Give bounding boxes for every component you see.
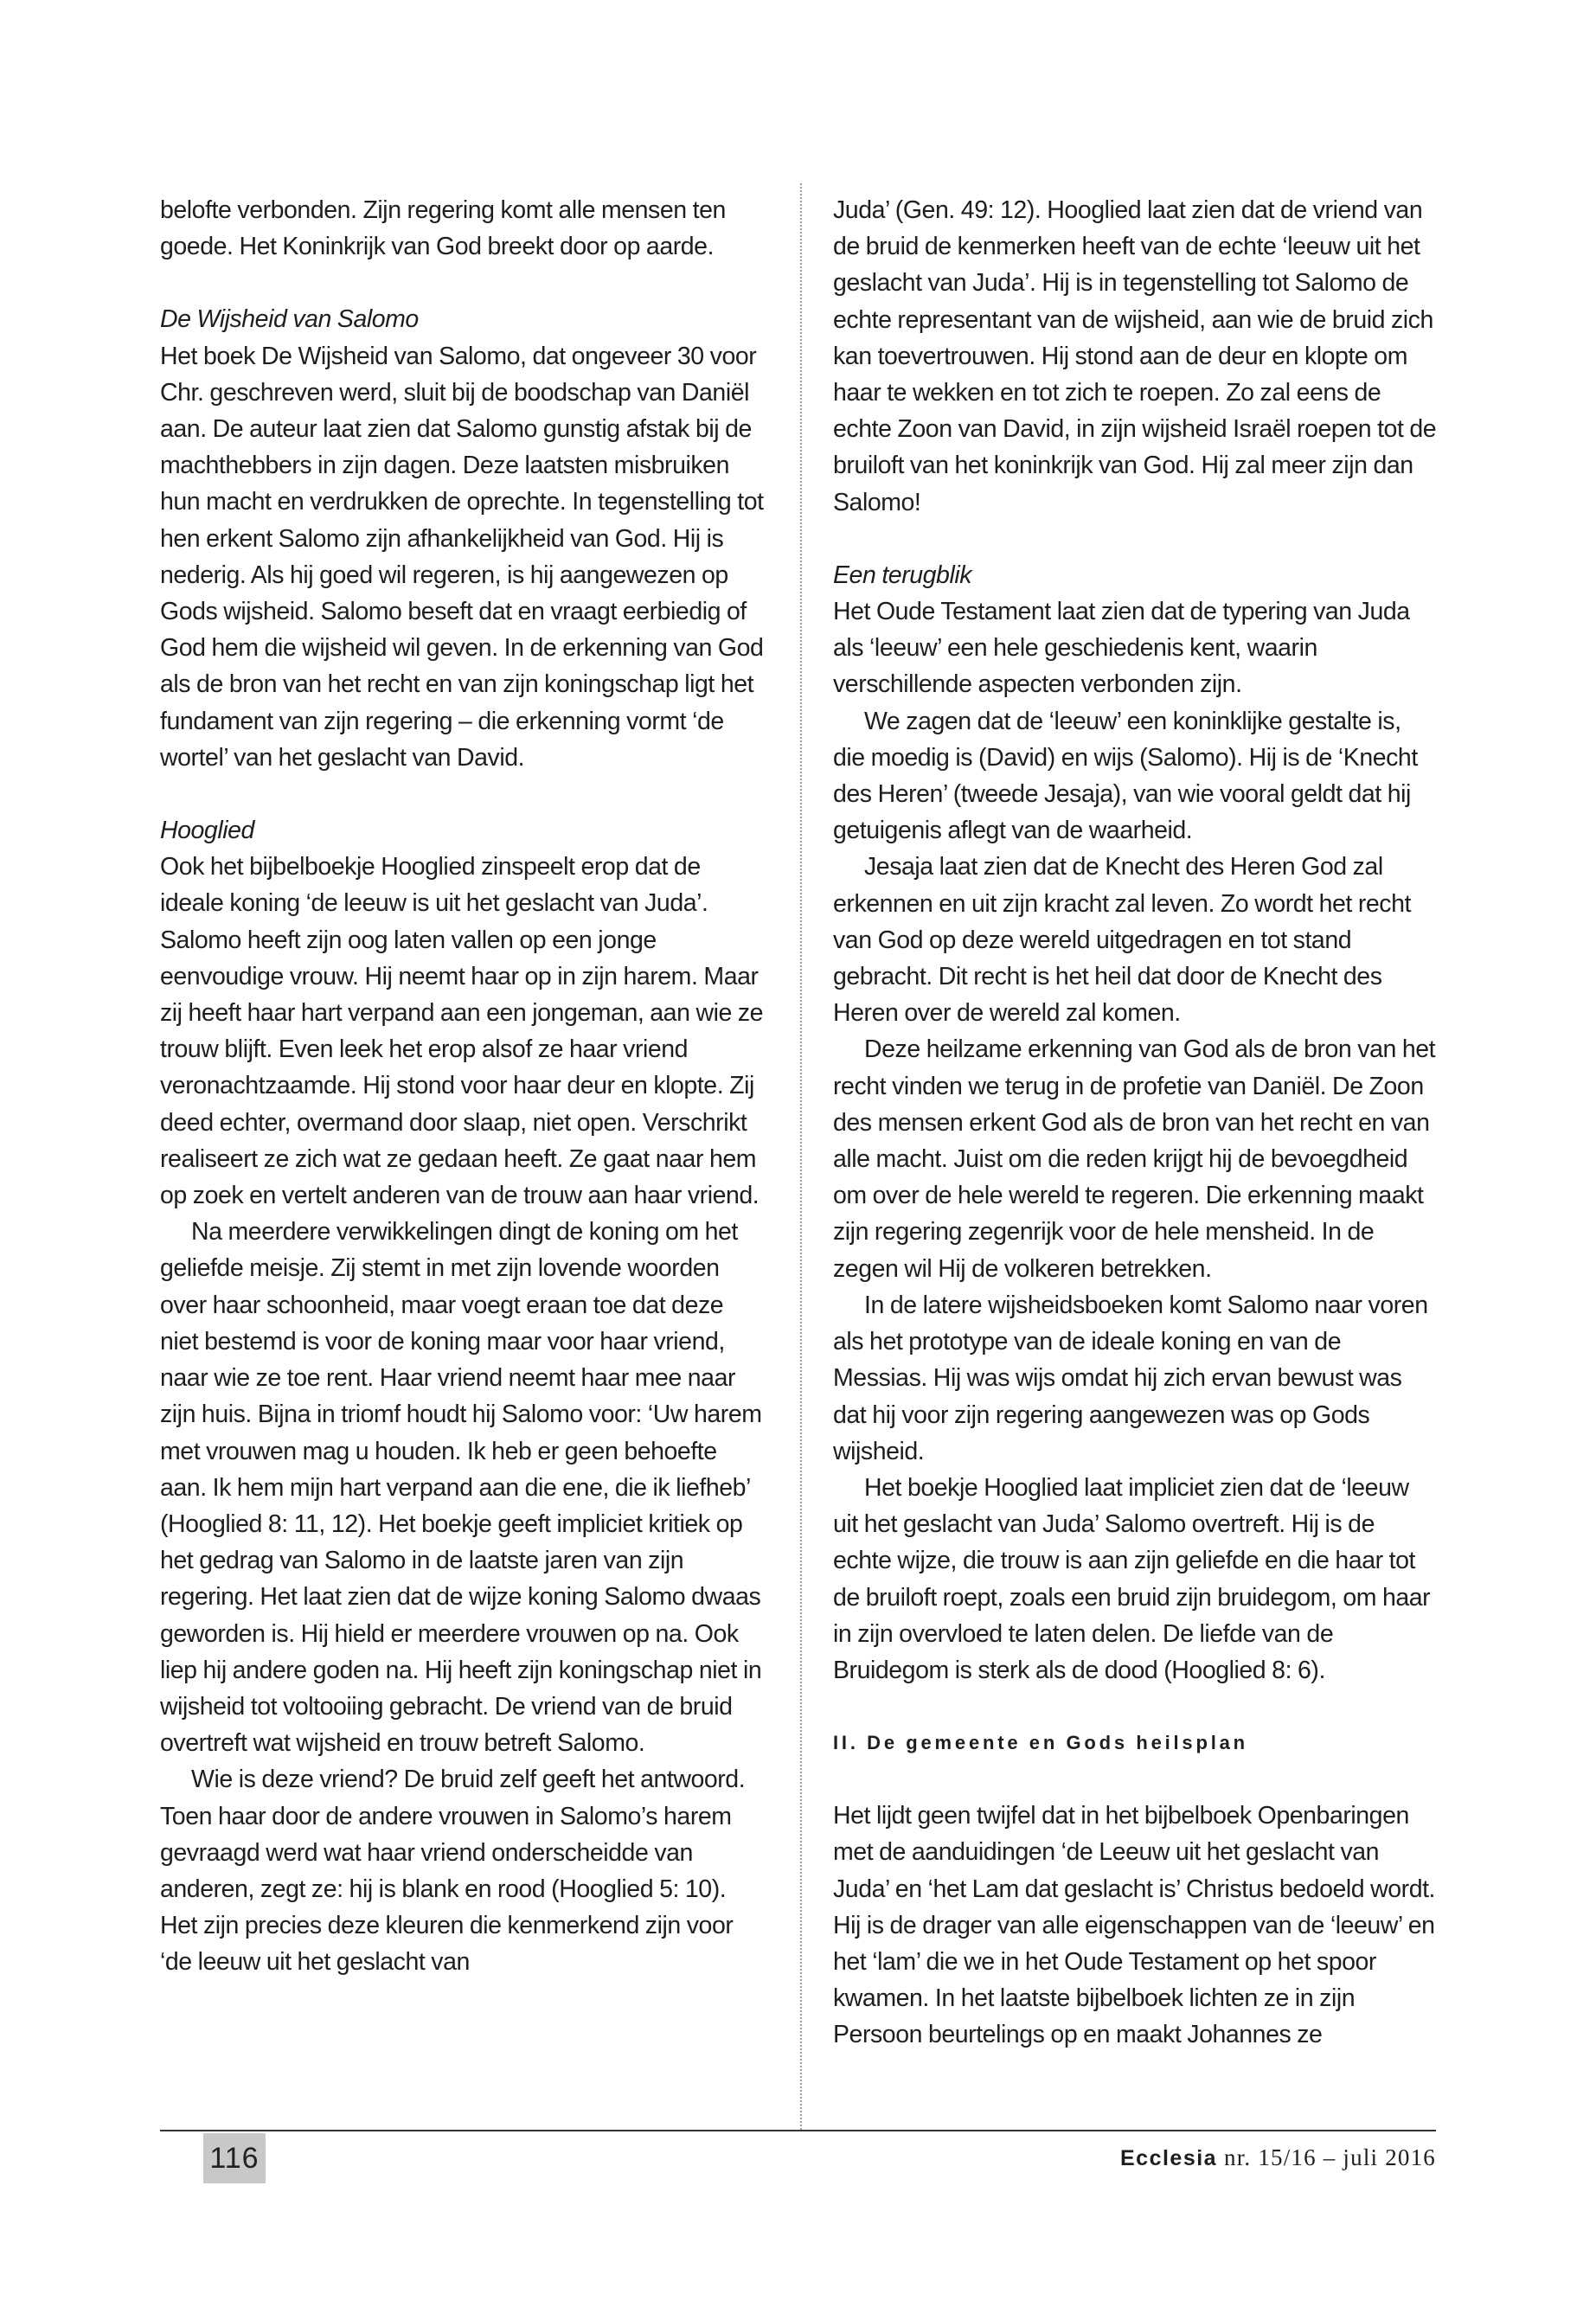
heading-wijsheid-van-salomo: De Wijsheid van Salomo [160,305,419,334]
column-divider [800,183,802,2130]
journal-name: Ecclesia [1119,2146,1218,2170]
right-paragraph-4: Jesaja laat zien dat de Knecht des Heren God zal erkennen en uit zijn kracht zal leven. Zo wordt het recht van God op deze wereld uitgedragen en tot stand gebracht. Dit recht is het heil dat door de Knecht des Heren over de wereld zal komen. [833,853,1411,1028]
right-paragraph-7: Het boekje Hooglied laat impliciet zien dat de ‘leeuw uit het geslacht van Juda’ Salomo overtreft. Hij is de echte wijze, die trouw is aan zijn geliefde en die haar tot de bruiloft roept, zoals een bruid zijn bruidegom, om haar in zijn overvloed te laten delen. De liefde van de Bruidegom is sterk als de dood (Hooglied 8: 6). [833,1473,1431,1684]
spacer [160,776,766,812]
left-paragraph-2: Het boek De Wijsheid van Salomo, dat ongeveer 30 voor Chr. geschreven werd, sluit bij de boodschap van Daniël aan. De auteur laat zien dat Salomo gunstig afstak bij de machthebbers in zijn dagen. Deze laatsten misbruiken hun macht en verdrukken de oprechte. In tegenstelling tot hen erkent Salomo zijn afhankelijkheid van God. Hij is nederig. Als hij goed wil regeren, is hij aangewezen op Gods wijsheid. Salomo beseft dat en vraagt eerbiedig of God hem die wijsheid wil geven. In de erkenning van God als de bron van het recht en van zijn koningschap ligt het fundament van zijn regering – die erkenning vormt ‘de wortel’ van het geslacht van David. [160,342,764,772]
right-paragraph-3: We zagen dat de ‘leeuw’ een koninklijke gestalte is, die moedig is (David) en wijs (Salomo). Hij is de ‘Knecht des Heren’ (tweede Jesaja), van wie vooral geldt dat hij getuigenis aflegt van de waarheid. [833,707,1418,845]
right-paragraph-2: Het Oude Testament laat zien dat de typering van Juda als ‘leeuw’ een hele geschiedenis kent, waarin verschillende aspecten verbonden zijn. [833,598,1410,699]
spacer [833,521,1439,557]
footer-rule [160,2130,1436,2131]
heading-hooglied: Hooglied [160,817,254,845]
left-paragraph-4: Na meerdere verwikkelingen dingt de koning om het geliefde meisje. Zij stemt in met zijn lovende woorden over haar schoonheid, maar voegt eraan toe dat deze niet bestemd is voor de koning maar voor haar vriend, naar wie ze toe rent. Haar vriend neemt haar mee naar zijn huis. Bijna in triomf houdt hij Salomo voor: ‘Uw harem met vrouwen mag u houden. Ik heb er geen behoefte aan. Ik hem mijn hart verpand aan die ene, die ik liefheb’ (Hooglied 8: 11, 12). Het boekje geeft impliciet kritiek op het gedrag van Salomo in de laatste jaren van zijn regering. Het laat zien dat de wijze koning Salomo dwaas geworden is. Hij hield er meerdere vrouwen op na. Ook liep hij andere goden na. Hij heeft zijn koningschap niet in wijsheid tot voltooiing gebracht. De vriend van de bruid overtreft wat wijsheid en trouw betreft Salomo. [160,1218,762,1758]
left-paragraph-1: belofte verbonden. Zijn regering komt alle mensen ten goede. Het Koninkrijk van God breekt door op aarde. [160,196,726,261]
section-heading: II. De gemeente en Gods heilsplan [833,1732,1248,1754]
right-paragraph-1: Juda’ (Gen. 49: 12). Hooglied laat zien dat de vriend van de bruid de kenmerken heeft van de echte ‘leeuw uit het geslacht van Juda’. Hij is in tegenstelling tot Salomo de echte representant van de wijsheid, aan wie de bruid zich kan toevertrouwen. Hij stond aan de deur en klopte om haar te wekken en tot zich te roepen. Zo zal eens de echte Zoon van David, in zijn wijsheid Israël roepen tot de bruiloft van het koninkrijk van God. Hij zal meer zijn dan Salomo! [833,196,1437,516]
spacer [160,265,766,301]
right-column [833,192,1439,2054]
heading-een-terugblik: Een terugblik [833,561,972,589]
spacer [833,1689,1439,1725]
right-paragraph-8: Het lijdt geen twijfel dat in het bijbelboek Openbaringen met de aanduidingen ‘de Leeuw uit het geslacht van Juda’ en ‘het Lam dat geslacht is’ Christus bedoeld wordt. Hij is de drager van alle eigenschappen van de ‘leeuw’ en het ‘lam’ die we in het Oude Testament op het spoor kwamen. In het laatste bijbelboek lichten ze in zijn Persoon beurtelings op en maakt Johannes ze [833,1802,1436,2049]
spacer [833,1761,1439,1798]
left-paragraph-3: Ook het bijbelboekje Hooglied zinspeelt erop dat de ideale koning ‘de leeuw is uit het geslacht van Juda’. Salomo heeft zijn oog laten vallen op een jonge eenvoudige vrouw. Hij neemt haar op in zijn harem. Maar zij heeft haar hart verpand aan een jongeman, aan wie ze trouw blijft. Even leek het erop alsof ze haar vriend veronachtzaamde. Hij stond voor haar deur en klopte. Zij deed echter, overmand door slaap, niet open. Verschrikt realiseert ze zich wat ze gedaan heeft. Ze gaat naar hem op zoek en vertelt anderen van de trouw aan haar vriend. [160,853,764,1210]
left-column [160,192,766,1981]
journal-issue: nr. 15/16 – juli 2016 [1224,2144,1436,2170]
journal-reference [1120,2140,1436,2176]
left-paragraph-5: Wie is deze vriend? De bruid zelf geeft het antwoord. Toen haar door de andere vrouwen in Salomo’s harem gevraagd werd wat haar vriend onderscheidde van anderen, zegt ze: hij is blank en rood (Hooglied 5: 10). Het zijn precies deze kleuren die kenmerkend zijn voor ‘de leeuw uit het geslacht van [160,1766,746,1977]
right-paragraph-5: Deze heilzame erkenning van God als de bron van het recht vinden we terug in de profetie van Daniël. De Zoon des mensen erkent God als de bron van het recht en van alle macht. Juist om die reden krijgt hij de bevoegdheid om over de hele wereld te regeren. Die erkenning maakt zijn regering zegenrijk voor de hele mensheid. In de zegen wil Hij de volkeren betrekken. [833,1035,1436,1283]
right-paragraph-6: In de latere wijsheidsboeken komt Salomo naar voren als het prototype van de ideale koning en van de Messias. Hij was wijs omdat hij zich ervan bewust was dat hij voor zijn regering aangewezen was op Gods wijsheid. [833,1291,1428,1465]
page-number: 116 [203,2133,266,2183]
